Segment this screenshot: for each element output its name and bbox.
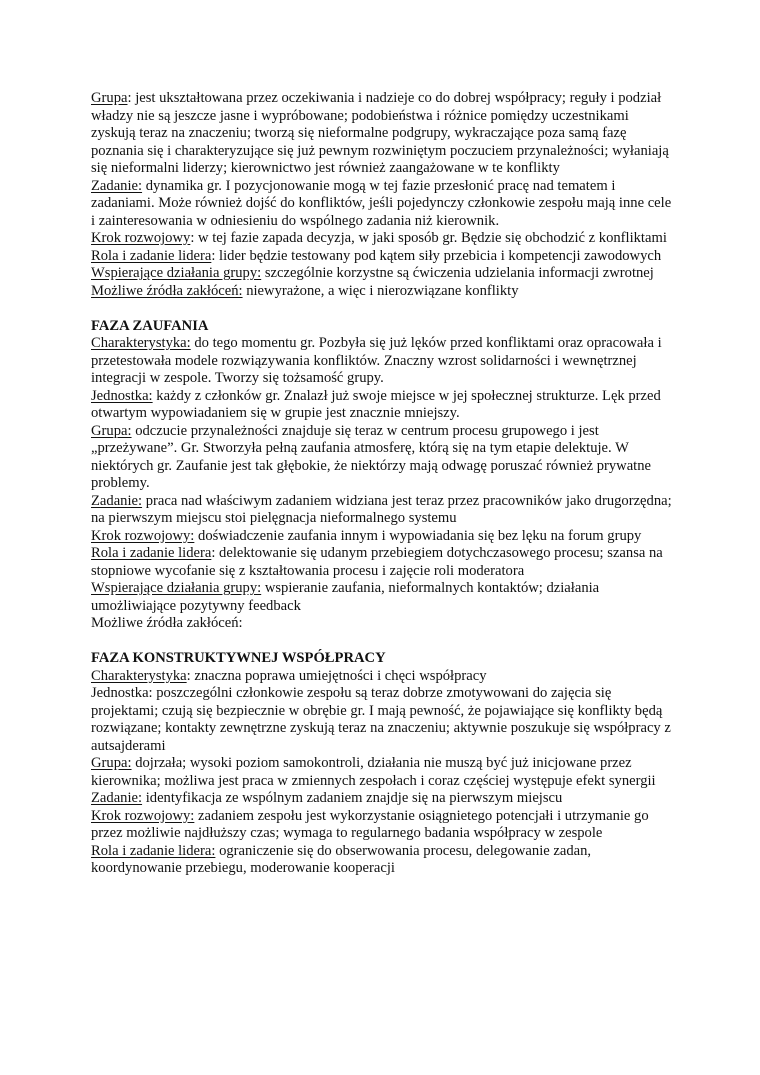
paragraph-label: Charakterystyka [91,667,187,684]
paragraph-text: każdy z członków gr. Znalazł już swoje miejsce w jej społecznej strukturze. Lęk przed otwartym wypowiadaniem się w grupie jest znacznie mniejszy. [91,387,661,421]
paragraph-label: Krok rozwojowy: [91,527,195,544]
paragraph-label: Wspierające działania grupy: [91,580,262,596]
paragraph-text: odczucie przynależności znajduje się teraz w centrum procesu grupowego i jest „przeżywane”. Gr. Stworzyła pełną zaufania atmosferę, którą się na tym etapie delektuje. W niektórych gr. Zaufanie jest tak głębokie, że niektórzy mają odwagę poruszać również prywatne problemy. [91,422,652,491]
label-separator: : [127,90,136,106]
section-heading: FAZA ZAUFANIA [91,317,209,334]
paragraph-label: Rola i zadanie lidera [91,545,212,561]
paragraph [91,685,675,755]
paragraph [91,808,675,843]
paragraph-text: wspieranie zaufania, nieformalnych kontaktów; działania umożliwiające pozytywny feedback [91,580,600,614]
paragraph-text: identyfikacja ze wspólnym zadaniem znajdje się na pierwszym miejscu [145,790,563,806]
paragraph-label: Jednostka: [91,387,153,404]
paragraph [91,615,675,633]
paragraph-text: delektowanie się udanym przebiegiem dotychczasowego procesu; szansa na stopniowe wycofanie się z kształtowania procesu i zajęcie roli moderatora [91,545,663,579]
paragraph-label: Grupa: [91,755,132,771]
section-constructive-cooperation-phase [91,650,675,878]
paragraph-label: Krok rozwojowy [91,230,191,246]
paragraph-label: Rola i zadanie lidera [91,247,212,264]
paragraph-text: dynamika gr. I pozycjonowanie mogą w tej fazie przesłonić pracę nad tematem i zadaniami. Może również dojść do konfliktów, jeśli pojedynczy członkowie zespołu mają inne cele i zainteresowania w odniesieniu do wspólnego zadania niż kierownik. [91,177,672,229]
paragraph [91,580,675,615]
paragraph-text: w tej fazie zapada decyzja, w jaki sposób gr. Będzie się obchodzić z konfliktami [198,230,667,246]
label-separator: : [186,667,195,684]
paragraph [91,528,675,546]
paragraph-text: zadaniem zespołu jest wykorzystanie osiągnietego potencjałi i utrzymanie go przez możliwie najdłuższy czas; wymaga to regularnego badania współpracy w zespole [91,807,649,841]
paragraph [91,230,675,248]
paragraph-label: Rola i zadanie lidera: [91,842,216,859]
blank-line [91,633,675,651]
label-separator: : [211,545,220,561]
paragraph-text: ograniczenie się do obserwowania procesu, delegowanie zadan, koordynowanie przebiegu, moderowanie kooperacji [91,842,592,876]
section-conflict-continuation [91,90,675,300]
blank-line [91,300,675,318]
paragraph-text: znaczna poprawa umiejętności i chęci współpracy [194,667,487,684]
paragraph [91,178,675,231]
paragraph [91,668,675,686]
paragraph-text: niewyrażone, a więc i nierozwiązane konflikty [246,282,519,299]
paragraph-label: Zadanie: [91,177,143,194]
paragraph-label: Zadanie: [91,492,143,509]
document-page [91,90,675,878]
section-heading: FAZA KONSTRUKTYWNEJ WSPÓŁPRACY [91,650,386,666]
paragraph [91,335,675,388]
paragraph [91,90,675,178]
paragraph-text: do tego momentu gr. Pozbyła się już lęków przed konfliktami oraz opracowała i przetestowała modele rozwiązywania konfliktów. Znaczny wzrost solidarności i wewnętrznej integracji w zespole. Tworzy się tożsamość grupy. [91,335,662,386]
label-separator: : [190,230,199,246]
paragraph-text: szczególnie korzystne są ćwiczenia udzielania informacji zwrotnej [264,265,654,281]
paragraph-text: Możliwe źródła zakłóceń: [91,615,243,631]
label-separator: : [211,247,220,264]
paragraph [91,545,675,580]
paragraph [91,423,675,493]
paragraph-label: Możliwe źródła zakłóceń: [91,282,243,299]
paragraph-text: dojrzała; wysoki poziom samokontroli, działania nie muszą być już inicjowane przez kierownika; możliwa jest praca w zmiennych zespołach i coraz częściej występuje efekt synergii [91,755,656,789]
paragraph [91,265,675,283]
paragraph [91,843,675,878]
paragraph [91,755,675,790]
paragraph-label: Charakterystyka: [91,335,191,351]
paragraph-label: Grupa [91,90,128,106]
paragraph-text: praca nad właściwym zadaniem widziana jest teraz przez pracowników jako drugorzędna; na pierwszym miejscu stoi pielęgnacja nieformalnego systemu [91,492,672,526]
paragraph [91,248,675,266]
paragraph-label: Zadanie: [91,790,143,806]
paragraph-label: Grupa: [91,422,132,439]
paragraph-label: Wspierające działania grupy: [91,265,262,281]
paragraph-text: lider będzie testowany pod kątem siły przebicia i kompetencji zawodowych [219,247,662,264]
paragraph [91,790,675,808]
paragraph-text: doświadczenie zaufania innym i wypowiadania się bez lęku na forum grupy [198,527,642,544]
paragraph-label: Krok rozwojowy: [91,807,195,824]
paragraph [91,493,675,528]
paragraph-text: jest ukształtowana przez oczekiwania i nadzieje co do dobrej współpracy; reguły i podział władzy nie są jeszcze jasne i wypróbowane; podobieństwa i różnice pomiędzy uczestnikami zyskują teraz na znaczeniu; tworzą się nieformalne podgrupy, wykraczające poza samą fazę poznania się i charakteryzujące się już pewnym rozwiniętym poczuciem przynależności; wyłaniają się nieformalni liderzy; kierownictwo jest również zaangażowane w te konflikty [91,90,669,176]
paragraph [91,283,675,301]
paragraph [91,388,675,423]
paragraph-text: Jednostka: poszczególni członkowie zespołu są teraz dobrze zmotywowani do zajęcia się projektami; czują się bezpiecznie w obrębie gr. I mają pewność, że pojawiające się konflikty będą rozwiązane; kontakty zewnętrzne zyskują teraz na znaczeniu; aktywnie poszukuje się współpracy z autsajderami [91,685,671,754]
section-trust-phase [91,318,675,633]
